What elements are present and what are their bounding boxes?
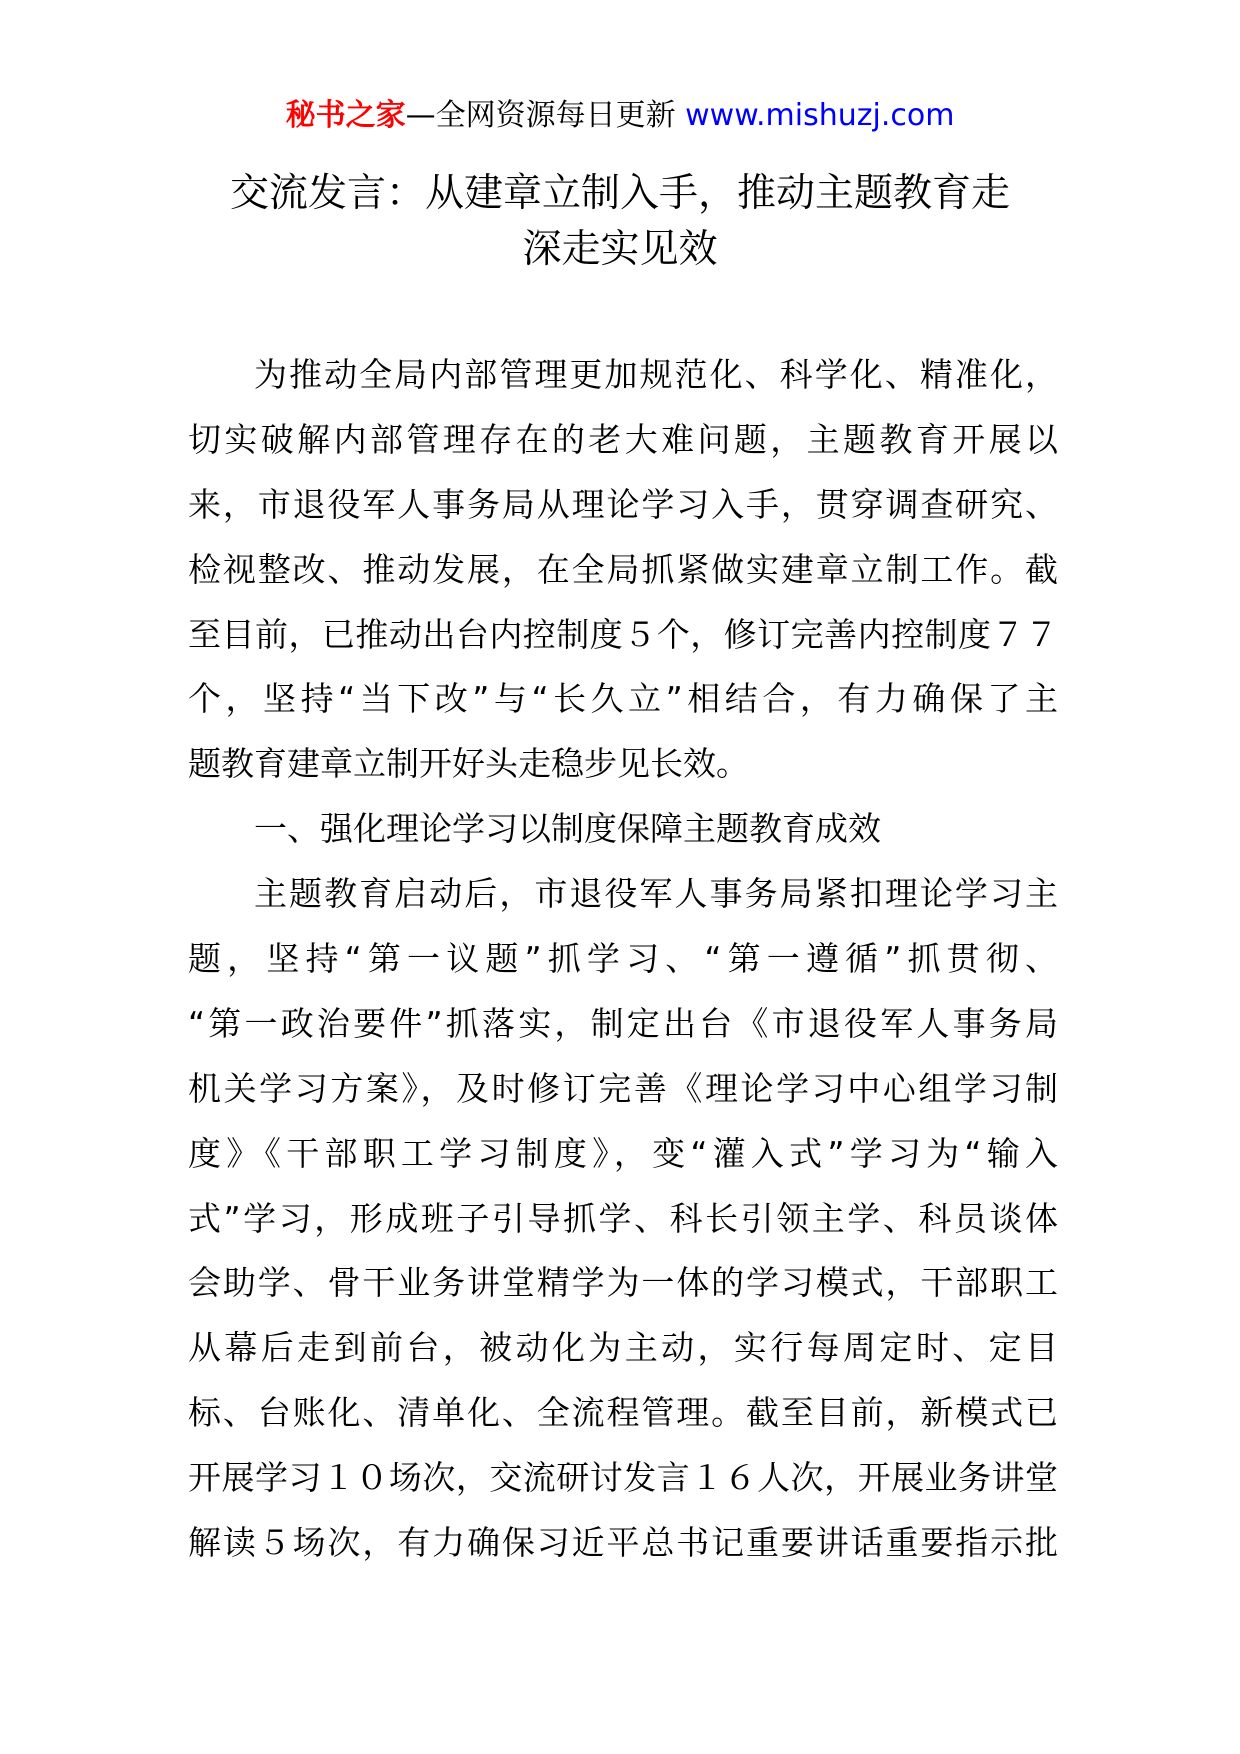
paragraph-2-line-8: 从幕后走到前台，被动化为主动，实行每周定时、定目 xyxy=(188,1328,1058,1368)
paragraph-2-line-9: 标、台账化、清单化、全流程管理。截至目前，新模式已 xyxy=(188,1393,1058,1433)
site-brand: 秘书之家 xyxy=(285,98,406,133)
paragraph-1-line-2: 切实破解内部管理存在的老大难问题，主题教育开展以 xyxy=(188,419,1058,459)
title-line-1: 交流发言：从建章立制入手，推动主题教育走 xyxy=(229,171,1010,216)
paragraph-1-line-4: 检视整改、推动发展，在全局抓紧做实建章立制工作。截 xyxy=(188,549,1058,589)
paragraph-2-line-10: 开展学习１０场次，交流研讨发言１６人次，开展业务讲堂 xyxy=(188,1458,1058,1498)
paragraph-1-line-3: 来，市退役军人事务局从理论学习入手，贯穿调查研究、 xyxy=(188,484,1058,524)
paragraph-1-line-7: 题教育建章立制开好头走稳步见长效。 xyxy=(188,744,749,784)
paragraph-2-line-6: 式”学习，形成班子引导抓学、科长引领主学、科员谈体 xyxy=(188,1198,1058,1238)
paragraph-2-line-5: 度》《干部职工学习制度》，变“灌入式”学习为“输入 xyxy=(188,1133,1058,1173)
site-header xyxy=(0,96,1240,136)
paragraph-1-line-5: 至目前，已推动出台内控制度５个，修订完善内控制度７７ xyxy=(188,614,1058,654)
site-url-link[interactable]: www.mishuzj.com xyxy=(685,98,955,133)
paragraph-2-line-4: 机关学习方案》，及时修订完善《理论学习中心组学习制 xyxy=(188,1068,1058,1108)
paragraph-2-line-1: 主题教育启动后，市退役军人事务局紧扣理论学习主 xyxy=(254,874,1058,914)
paragraph-2-line-3: “第一政治要件”抓落实，制定出台《市退役军人事务局 xyxy=(188,1003,1058,1043)
paragraph-2-line-7: 会助学、骨干业务讲堂精学为一体的学习模式，干部职工 xyxy=(188,1263,1058,1303)
title-line-2: 深走实见效 xyxy=(522,227,718,272)
document-body xyxy=(188,356,1058,1589)
paragraph-2-line-2: 题，坚持“第一议题”抓学习、“第一遵循”抓贯彻、 xyxy=(188,939,1058,979)
document-title xyxy=(150,166,1090,278)
site-tagline: —全网资源每日更新 xyxy=(405,98,686,133)
paragraph-1-line-6: 个，坚持“当下改”与“长久立”相结合，有力确保了主 xyxy=(188,679,1058,719)
paragraph-2-line-11: 解读５场次，有力确保习近平总书记重要讲话重要指示批 xyxy=(188,1523,1058,1563)
paragraph-1-line-1: 为推动全局内部管理更加规范化、科学化、精准化， xyxy=(254,355,1058,394)
section-heading-1: 一、强化理论学习以制度保障主题教育成效 xyxy=(254,809,881,849)
